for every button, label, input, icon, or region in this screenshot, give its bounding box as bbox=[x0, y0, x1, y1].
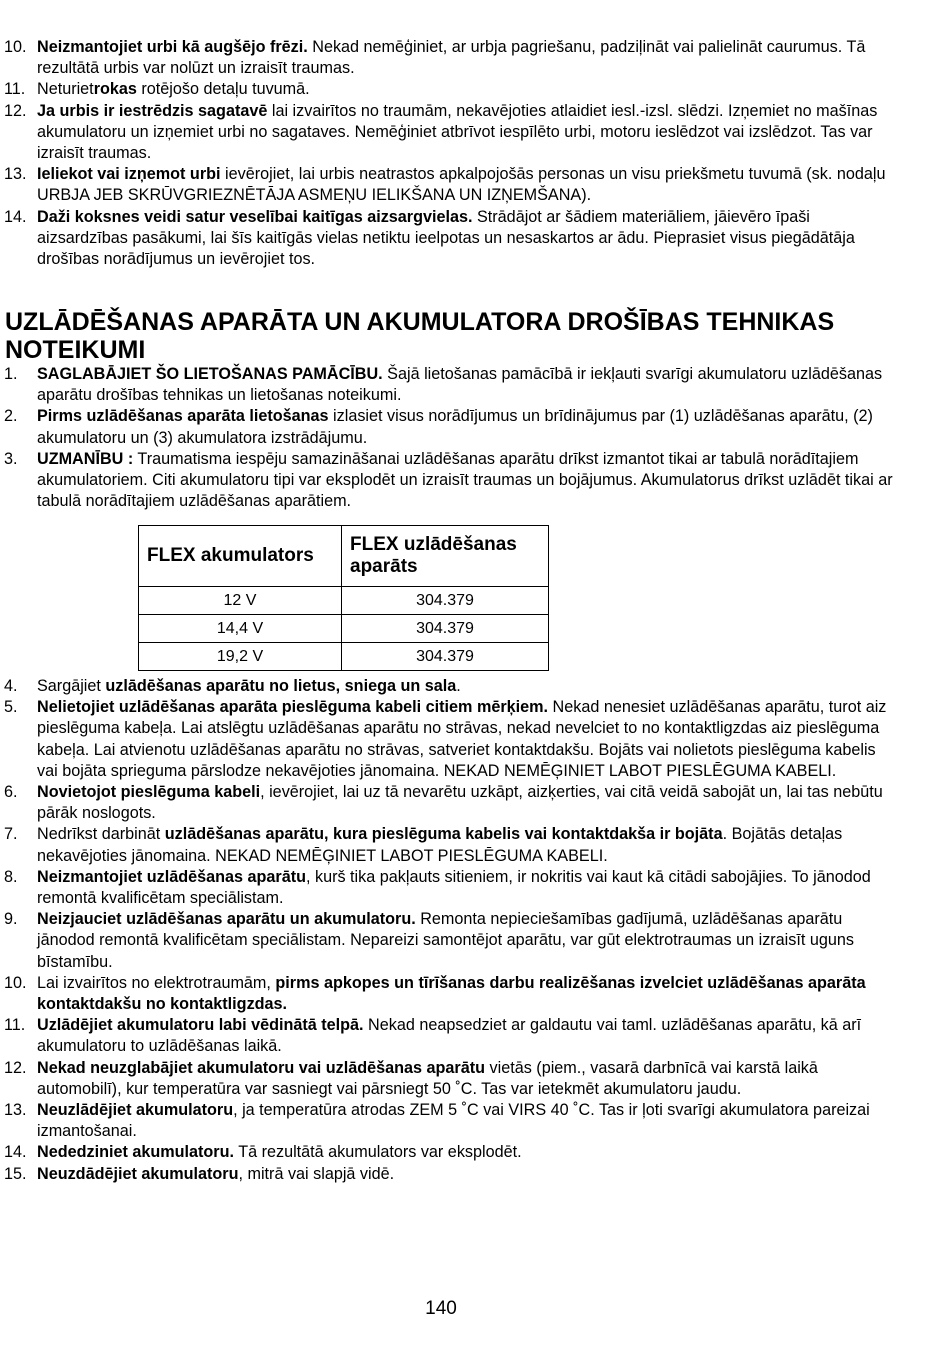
item-number: 15. bbox=[4, 1164, 27, 1183]
item-lead: Neuzdādējiet akumulatoru bbox=[37, 1164, 239, 1183]
list-item bbox=[0, 824, 900, 866]
item-number: 1. bbox=[4, 365, 18, 383]
item-number: 13. bbox=[4, 1101, 27, 1120]
item-text: Šajā lietošanas pamācībā ir iekļauti svarīgi akumulatoru uzlādēšanas aparātu drošības tehnikas un lietošanas noteikumi. bbox=[37, 365, 883, 405]
item-text: . bbox=[456, 677, 461, 695]
item-number: 14. bbox=[4, 1143, 27, 1162]
item-lead: Novietojot pieslēguma kabeli bbox=[37, 783, 261, 802]
cell-charger: 304.379 bbox=[342, 615, 549, 643]
item-number: 12. bbox=[4, 1058, 27, 1077]
item-text: , ievērojiet, lai uz tā nevarētu uzkāpt, aizķerties, vai citā veidā sabojāt un, lai tas nebūtu pārāk noslogots. bbox=[37, 783, 883, 823]
item-lead: Nededziniet akumulatoru. bbox=[37, 1143, 234, 1162]
list-item bbox=[0, 164, 900, 206]
list-item bbox=[0, 1142, 900, 1163]
item-text: , kurš tika pakļauts sitieniem, ir nokritis vai kaut kā citādi sabojājies. To jānodod remontā kvalificētam speciālistam. bbox=[37, 867, 871, 908]
item-number: 2. bbox=[4, 407, 18, 426]
item-text: Remonta nepieciešamības gadījumā, uzlādēšanas aparātu jānodod remontā kvalificētam speciālistam. Nepareizi samontējot aparātu, var gūt elektrotraumas un izraisīt uguns bīstamību. bbox=[37, 910, 854, 971]
list-item bbox=[0, 449, 900, 513]
table-row bbox=[139, 643, 549, 671]
item-number: 12. bbox=[4, 101, 27, 120]
item-number: 5. bbox=[4, 698, 18, 717]
item-lead: Nelietojiet uzlādēšanas aparāta pieslēguma kabeli citiem mērķiem. bbox=[37, 698, 549, 717]
item-text: Strādājot ar šādiem materiāliem, jāievēro īpaši aizsardzības pasākumi, lai šīs kaitīgās vielas netiktu ieelpotas un nesaskartos ar ādu. Pieprasiet visus piegādātāja drošības norādījumus un ievērojiet tos. bbox=[37, 207, 855, 269]
item-number: 9. bbox=[4, 910, 18, 929]
item-lead: pirms apkopes un tīrīšanas darbu realizēšanas izvelciet uzlādēšanas aparāta kontaktdakšu no kontaktligzdas. bbox=[37, 973, 866, 1014]
item-lead: rokas bbox=[93, 80, 137, 99]
table-row bbox=[139, 587, 549, 615]
item-pre: Nedrīkst darbināt bbox=[37, 825, 165, 844]
list-item bbox=[0, 101, 900, 165]
item-number: 11. bbox=[4, 1016, 26, 1035]
header-charger: FLEX uzlādēšanas aparāts bbox=[342, 526, 549, 587]
item-text: rotējošo detaļu tuvumā. bbox=[136, 80, 310, 99]
item-text: vietās (piem., vasarā darbnīcā vai karstā laikā automobilī), kur temperatūra var sasniegt vai pārsniegt 50 ˚C. Tas var ietekmēt akumulatoru jaudu. bbox=[37, 1058, 818, 1098]
table-header-row bbox=[139, 526, 549, 587]
item-text: ievērojiet, lai urbis neatrastos apkalpojošās personas un visu priekšmetu tuvumā (sk. nodaļu URBJA JEB SKRŪVGRIEZNĒTĀJA ASMEŅU IELIKŠANA UN IZŅEMŠANA). bbox=[37, 165, 886, 205]
item-number: 13. bbox=[4, 165, 27, 184]
cell-charger: 304.379 bbox=[342, 643, 549, 671]
cell-charger: 304.379 bbox=[342, 587, 549, 615]
item-lead: SAGLABĀJIET ŠO LIETOŠANAS PAMĀCĪBU. bbox=[37, 365, 383, 383]
item-number: 14. bbox=[4, 207, 27, 226]
list-item bbox=[0, 1100, 900, 1142]
item-number: 6. bbox=[4, 783, 18, 802]
cell-battery: 12 V bbox=[139, 587, 342, 615]
safety-list-drill bbox=[0, 37, 900, 270]
item-text: , ja temperatūra atrodas ZEM 5 ˚C vai VIRS 40 ˚C. Tas ir ļoti svarīgi akumulatora pareizai izmantošanai. bbox=[37, 1101, 870, 1141]
item-lead: uzlādēšanas aparātu, kura pieslēguma kabelis vai kontaktdakša ir bojāta bbox=[164, 825, 723, 844]
item-text: izlasiet visus norādījumus un brīdinājumus par (1) uzlādēšanas aparātu, (2) akumulatoru un (3) akumulatora izstrādājumu. bbox=[37, 407, 873, 447]
safety-list-charger-intro bbox=[0, 364, 900, 512]
list-item bbox=[0, 1164, 900, 1185]
compatibility-table-wrapper bbox=[138, 525, 549, 671]
item-number: 3. bbox=[4, 449, 18, 468]
list-item bbox=[0, 973, 900, 1015]
header-battery: FLEX akumulators bbox=[139, 526, 342, 587]
item-lead: Ieliekot vai izņemot urbi bbox=[37, 165, 221, 184]
item-pre: Lai izvairītos no elektrotraumām, bbox=[37, 973, 276, 992]
list-item bbox=[0, 697, 900, 782]
list-item bbox=[0, 364, 900, 406]
compatibility-table bbox=[138, 525, 549, 671]
item-number: 10. bbox=[4, 973, 27, 992]
item-number: 10. bbox=[4, 38, 27, 56]
item-text: Traumatisma iespēju samazināšanai uzlādēšanas aparātu drīkst izmantot tikai ar tabulā norādītajiem akumulatoriem. Citi akumulatoru tipi var eksplodēt un izraisīt traumas un bojājumus. Akumulatorus drīkst uzlādēt tikai ar tabulā norādītajiem uzlādēšanas aparātiem. bbox=[37, 449, 893, 511]
list-item bbox=[0, 406, 900, 448]
item-lead: Pirms uzlādēšanas aparāta lietošanas bbox=[37, 407, 329, 426]
item-number: 4. bbox=[4, 677, 18, 695]
item-lead: Neizjauciet uzlādēšanas aparātu un akumulatoru. bbox=[37, 910, 416, 929]
list-item bbox=[0, 79, 900, 100]
list-item bbox=[0, 207, 900, 271]
section-heading: UZLĀDĒŠANAS APARĀTA UN AKUMULATORA DROŠĪBAS TEHNIKAS NOTEIKUMI bbox=[5, 308, 835, 364]
item-text: lai izvairītos no traumām, nekavējoties atlaidiet iesl.-izsl. slēdzi. Izņemiet no mašīnas akumulatoru un izņemiet urbi no sagataves. Nemēģiniet atbrīvot iespīlēto urbi, motoru ieslēdzot vai izslēdzot. Tas var izraisīt traumas. bbox=[37, 101, 878, 163]
item-number: 8. bbox=[4, 867, 18, 886]
table-row bbox=[139, 615, 549, 643]
item-text: . Bojātās detaļas nekavējoties jānomaina. NEKAD NEMĒĢINIET LABOT PIESLĒGUMA KABELI. bbox=[37, 825, 843, 865]
list-item bbox=[0, 867, 900, 909]
item-text: Nekad nenesiet uzlādēšanas aparātu, turot aiz pieslēguma kabeļa. Lai atslēgtu uzlādēšanas aparātu no strāvas, nekad nevelciet to no kontaktligzdas aiz pieslēguma kabeļa. Lai atvienotu uzlādēšanas aparātu no strāvas, satveriet kontaktdakšu. Bojāts vai nolietots pieslēguma kabelis vai bojāta sprieguma pārslodze nekavējoties jānomaina. NEKAD NEMĒĢINIET LABOT PIESLĒGUMA KABELI. bbox=[37, 698, 887, 780]
item-number: 7. bbox=[4, 825, 18, 844]
item-lead: Daži koksnes veidi satur veselībai kaitīgas aizsargvielas. bbox=[37, 207, 473, 226]
item-text: , mitrā vai slapjā vidē. bbox=[238, 1164, 395, 1183]
safety-list-charger bbox=[0, 676, 900, 1185]
item-lead: uzlādēšanas aparātu no lietus, sniega un sala bbox=[105, 677, 457, 695]
item-pre: Sargājiet bbox=[37, 677, 106, 695]
item-lead: Nekad neuzglabājiet akumulatoru vai uzlādēšanas aparātu bbox=[37, 1058, 486, 1077]
item-lead: Neizmantojiet uzlādēšanas aparātu bbox=[37, 867, 306, 886]
list-item bbox=[0, 782, 900, 824]
cell-battery: 14,4 V bbox=[139, 615, 342, 643]
item-lead: Neizmantojiet urbi kā augšējo frēzi. bbox=[37, 38, 308, 56]
item-text: Nekad neapsedziet ar galdautu vai taml. uzlādēšanas aparātu, kā arī akumulatoru to uzlādēšanas laikā. bbox=[37, 1016, 862, 1056]
list-item bbox=[0, 676, 900, 697]
item-number: 11. bbox=[4, 80, 26, 99]
item-pre: Neturiet bbox=[37, 80, 94, 99]
item-lead: Ja urbis ir iestrēdzis sagatavē bbox=[37, 101, 268, 120]
list-item bbox=[0, 1015, 900, 1057]
list-item bbox=[0, 1058, 900, 1100]
item-text: Nekad nemēģiniet, ar urbja pagriešanu, padziļināt vai palielināt caurumus. Tā rezultātā urbis var nolūzt un izraisīt traumas. bbox=[37, 38, 866, 78]
page-number: 140 bbox=[425, 1298, 457, 1319]
list-item bbox=[0, 37, 900, 79]
item-lead: Neuzlādējiet akumulatoru bbox=[37, 1101, 234, 1120]
cell-battery: 19,2 V bbox=[139, 643, 342, 671]
item-text: Tā rezultātā akumulators var eksplodēt. bbox=[233, 1143, 522, 1162]
item-lead: UZMANĪBU : bbox=[37, 449, 134, 468]
item-lead: Uzlādējiet akumulatoru labi vēdinātā telpā. bbox=[37, 1016, 364, 1035]
list-item bbox=[0, 909, 900, 973]
